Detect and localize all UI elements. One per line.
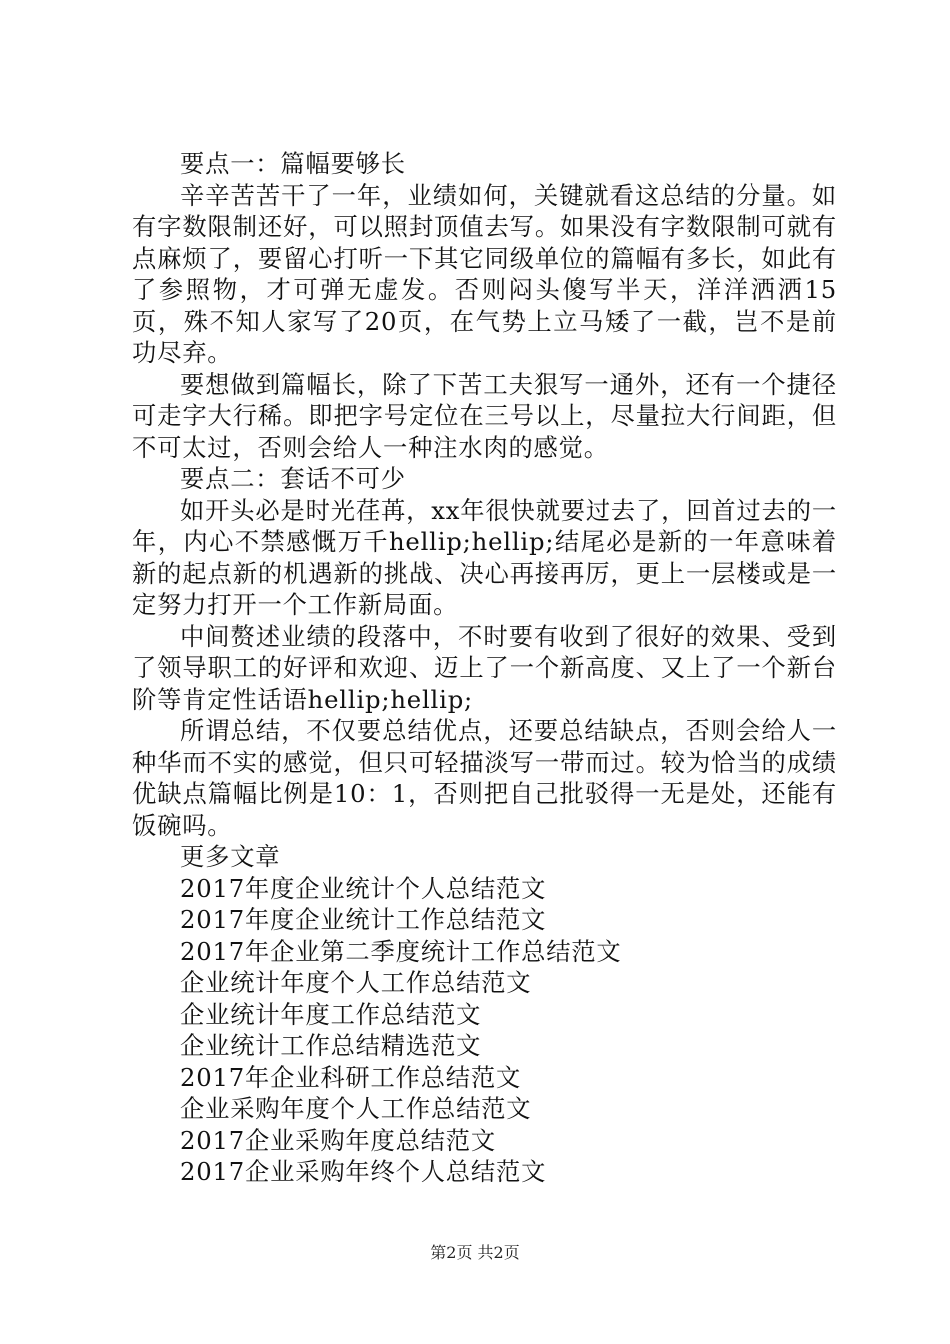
article-link[interactable]: 企业统计年度工作总结范文 — [180, 999, 482, 1029]
article-link[interactable]: 2017企业采购年度总结范文 — [180, 1125, 497, 1155]
section-heading-1: 要点一：篇幅要够长 — [180, 149, 406, 178]
section-heading-2: 要点二：套话不可少 — [180, 464, 406, 493]
article-link[interactable]: 2017年度企业统计个人总结范文 — [180, 873, 547, 903]
article-link[interactable]: 2017年度企业统计工作总结范文 — [180, 905, 547, 934]
paragraph: 要想做到篇幅长，除了下苦工夫狠写一通外，还有一个捷径可走字大行稀。即把字号定位在三号以上，尽量拉大行间距，但不可太过，否则会给人一种注水肉的感觉。 — [132, 369, 837, 462]
article-link[interactable]: 企业采购年度个人工作总结范文 — [180, 1094, 532, 1123]
article-link[interactable]: 企业统计工作总结精选范文 — [180, 1031, 482, 1060]
paragraph: 所谓总结，不仅要总结优点，还要总结缺点，否则会给人一种华而不实的感觉，但只可轻描淡写一带而过。较为恰当的成绩优缺点篇幅比例是10：1，否则把自己批驳得一无是处，还能有饭碗吗。 — [132, 716, 837, 840]
more-articles-list — [132, 873, 837, 1188]
paragraph: 辛辛苦苦干了一年，业绩如何，关键就看这总结的分量。如有字数限制还好，可以照封顶值去写。如果没有字数限制可就有点麻烦了，要留心打听一下其它同级单位的篇幅有多长，如此有了参照物，才可弹无虚发。否则闷头傻写半天，洋洋洒洒15页，殊不知人家写了20页，在气势上立马矮了一截，岂不是前功尽弃。 — [132, 180, 837, 367]
more-articles-heading: 更多文章 — [180, 842, 281, 871]
article-link[interactable]: 2017企业采购年终个人总结范文 — [180, 1157, 547, 1186]
paragraph: 中间赘述业绩的段落中，不时要有收到了很好的效果、受到了领导职工的好评和欢迎、迈上了一个新高度、又上了一个新台阶等肯定性话语hellip;hellip; — [132, 621, 837, 714]
document-body — [132, 148, 837, 1188]
article-link[interactable]: 2017年企业第二季度统计工作总结范文 — [180, 936, 622, 966]
page-number-footer: 第2页 共2页 — [430, 1243, 520, 1262]
article-link[interactable]: 2017年企业科研工作总结范文 — [180, 1062, 522, 1092]
article-link[interactable]: 企业统计年度个人工作总结范文 — [180, 968, 532, 997]
paragraph: 如开头必是时光荏苒，xx年很快就要过去了，回首过去的一年，内心不禁感慨万千hellip;hellip;结尾必是新的一年意味着新的起点新的机遇新的挑战、决心再接再厉，更上一层楼或是一定努力打开一个工作新局面。 — [132, 495, 837, 619]
